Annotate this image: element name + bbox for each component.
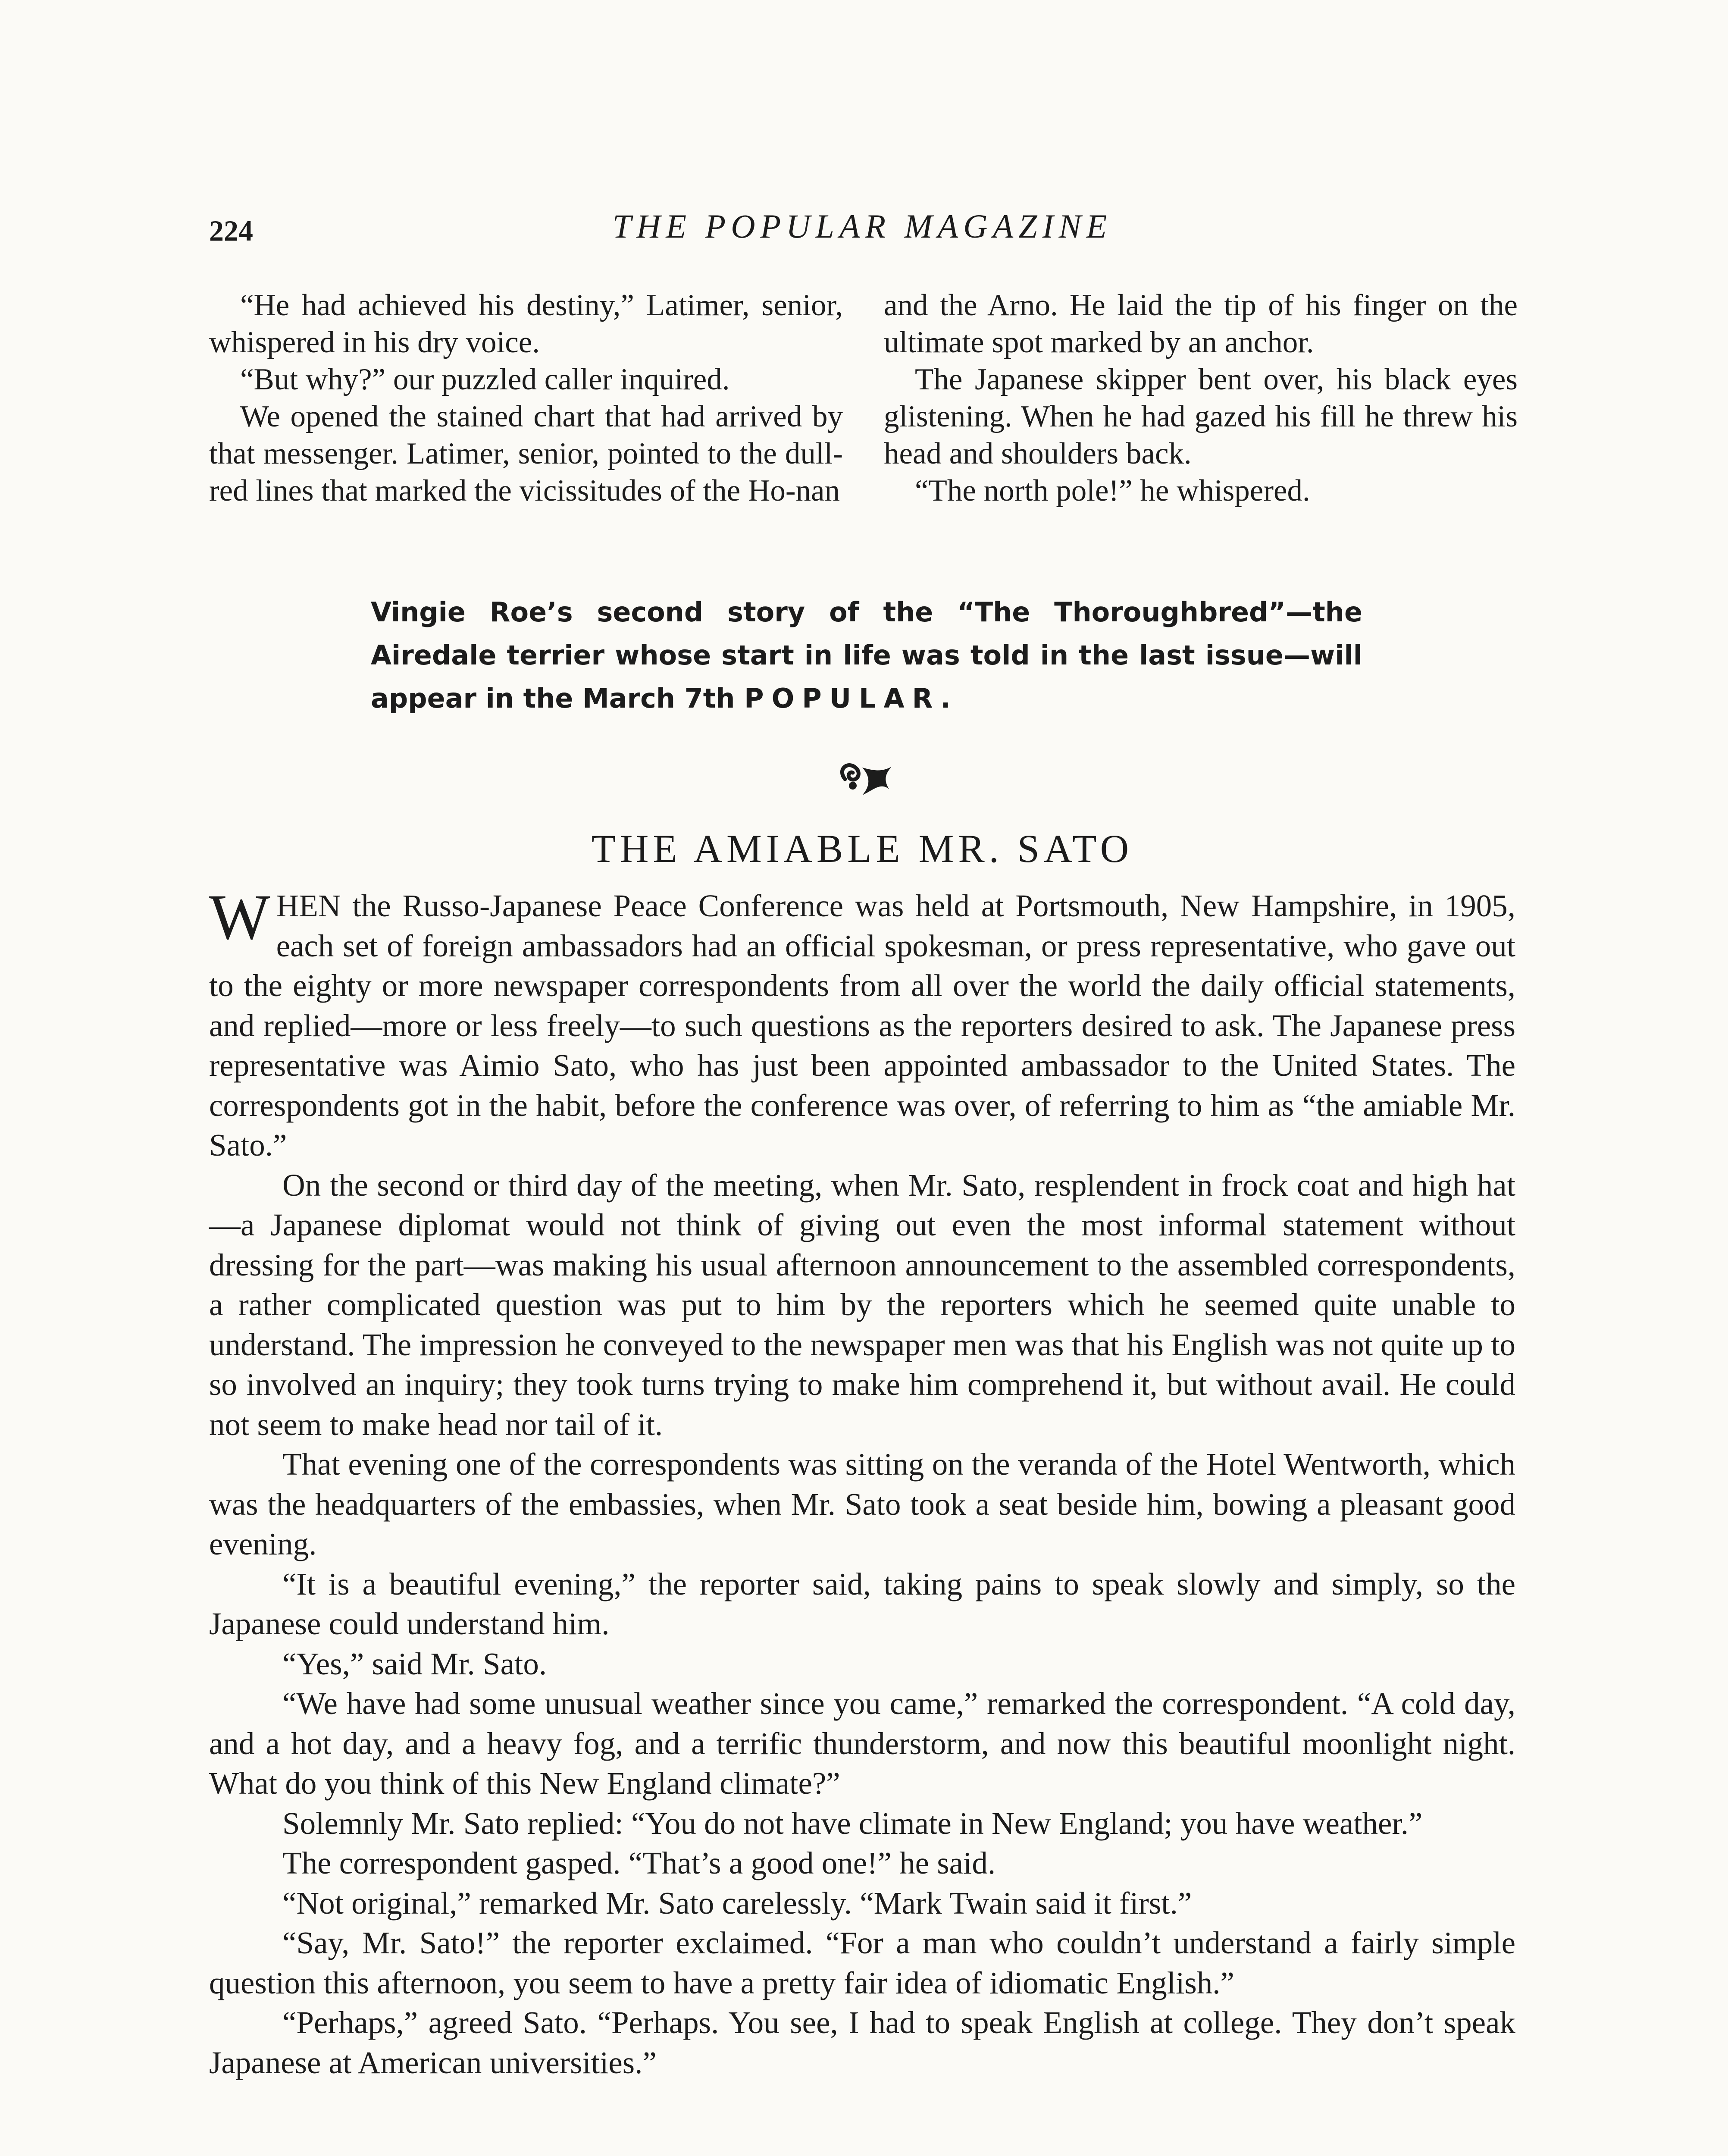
paragraph: “But why?” our puzzled caller inquired. [240,363,730,396]
paragraph: “Not original,” remarked Mr. Sato carelessly. “Mark Twain said it first.” [282,1885,1192,1921]
notice-end: . [940,683,951,714]
paragraph: “Say, Mr. Sato!” the reporter exclaimed. “For a man who couldn’t understand a fairly simple question this afternoon, you seem to have a pretty fair idea of idiomatic English.” [209,1925,1515,2000]
notice-text: Vingie Roe’s second story of the “The Thoroughbred”—the Airedale terrier whose start in life was told in the last issue—will appear in the March 7th [371,596,1362,714]
paragraph: “The north pole!” he whispered. [915,474,1310,508]
paragraph: The Japanese skipper bent over, his black eyes glistening. When he had gazed his fill he threw his head and shoulders back. [884,363,1518,470]
paragraph: “We have had some unusual weather since you came,” remarked the correspondent. “A cold day, and a hot day, and a heavy fog, and a terrific thunderstorm, and now this beautiful moonlight night. What do you think of this New England climate?” [209,1686,1515,1801]
paragraph-text: HEN the Russo-Japanese Peace Conference was held at Portsmouth, New Hampshire, in 1905, each set of foreign ambassadors had an official spokesman, or press representative, who gave out to the eighty or more newspaper correspondents from all over the world the daily official statements, and replied—more or less freely—to such questions as the reporters desired to ask. The Japanese press representative was Aimio Sato, who has just been appointed ambassador to the United States. The correspondents got in the habit, before the conference was over, of referring to him as “the amiable Mr. Sato.” [209,888,1515,1163]
paragraph: On the second or third day of the meeting, when Mr. Sato, resplendent in frock coat and high hat—a Japanese diplomat would not think of giving out even the most informal statement without dressing for the part—was making his usual afternoon announcement to the assembled correspondents, a rather complicated question was put to him by the reporters which he seemed quite unable to understand. The impression he conveyed to the newspaper men was that his English was not quite up to so involved an inquiry; they took turns trying to make him comprehend it, but without avail. He could not seem to make head nor tail of it. [209,1167,1515,1442]
paragraph: “It is a beautiful evening,” the reporter said, taking pains to speak slowly and simply, so the Japanese could understand him. [209,1566,1515,1641]
paragraph: “Perhaps,” agreed Sato. “Perhaps. You see, I had to speak English at college. They don’t speak Japanese at American universities.” [209,2005,1515,2080]
notice-magazine-name: POPULAR [744,683,941,714]
paragraph: That evening one of the correspondents was sitting on the veranda of the Hotel Wentworth, which was the headquarters of the embassies, when Mr. Sato took a seat beside him, bowing a pleasant good evening. [209,1447,1515,1561]
paragraph: The correspondent gasped. “That’s a good one!” he said. [282,1846,996,1880]
paragraph: We opened the stained chart that had arrived by that messenger. Latimer, senior, pointed to the dull-red lines that marked the vicissitudes of the Ho-nan [209,400,843,508]
first-paragraph [209,881,1515,1166]
story-title: THE AMIABLE MR. SATO [591,827,1133,871]
paragraph: “He had achieved his destiny,” Latimer, senior, whispered in his dry voice. [209,288,843,359]
magazine-title: THE POPULAR MAGAZINE [612,207,1112,245]
running-head [209,207,1515,254]
fleuron-icon [832,755,897,803]
paragraph: “Yes,” said Mr. Sato. [282,1646,547,1681]
drop-cap: W [209,881,271,953]
right-column [884,287,1518,509]
left-column [209,287,843,509]
next-issue-notice [371,591,1362,720]
paragraph: and the Arno. He laid the tip of his finger on the ultimate spot marked by an anchor. [884,288,1518,359]
paragraph: Solemnly Mr. Sato replied: “You do not have climate in New England; you have weather.” [282,1805,1423,1841]
story-body [209,881,1515,2083]
page-number: 224 [209,214,253,247]
